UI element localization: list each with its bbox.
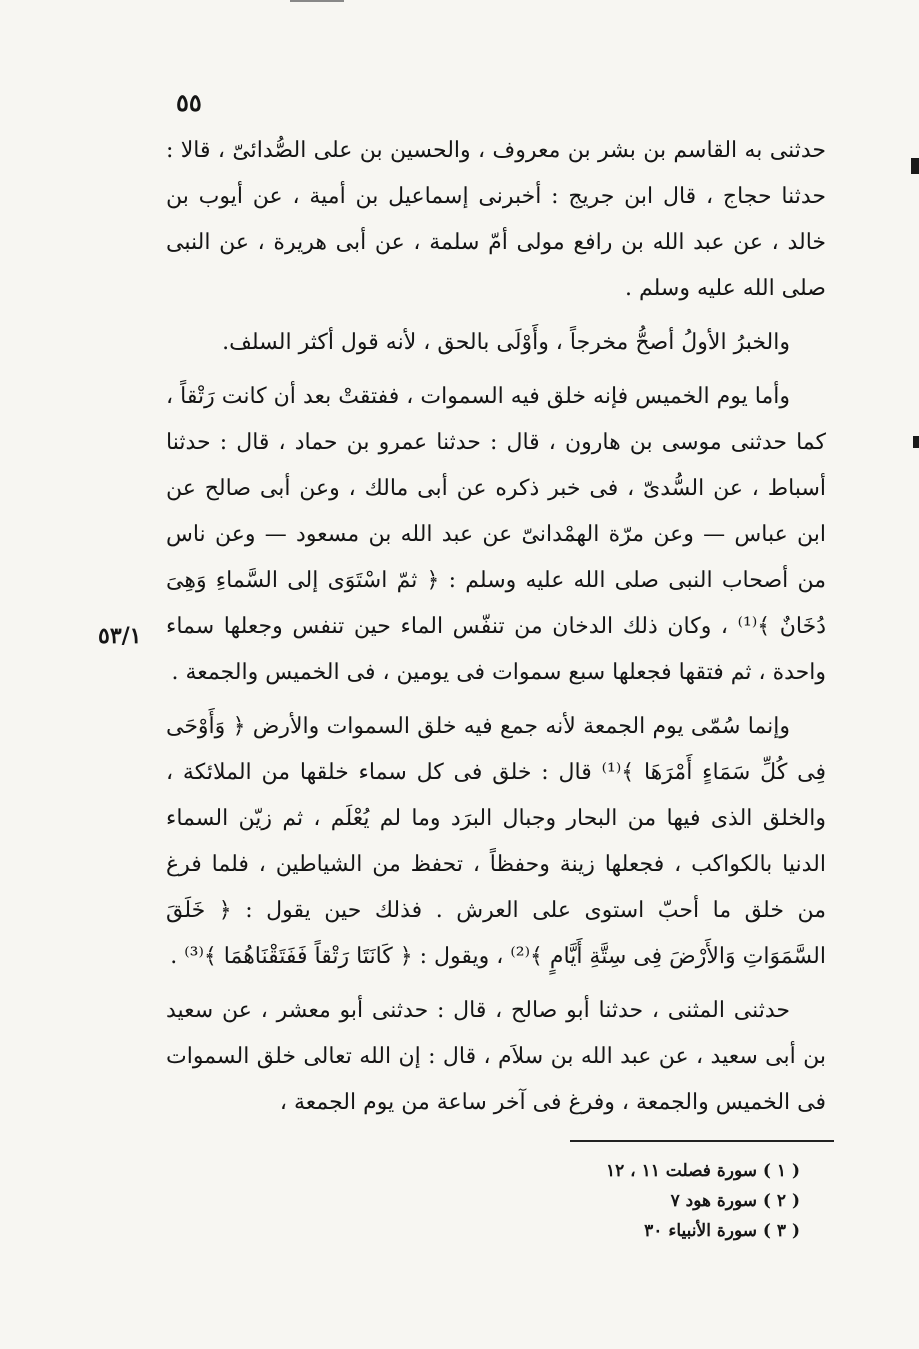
footnote: ( ٢ ) سورة هود ٧	[670, 1191, 800, 1211]
paragraph: وأما يوم الخميس فإنه خلق فيه السموات ، ففتقتْ بعد أن كانت رَتْقاً ، كما حدثنى موسى بن هارون ، قال : حدثنا عمرو بن حماد ، قال : حدثنا أسباط ، عن السُّدىّ ، فى خبر ذكره عن أبى مالك ، وعن أبى صالح عن ابن عباس — وعن مرّة الهمْدانىّ عن عبد الله بن مسعود — وعن ناس من أصحاب النبى صلى الله عليه وسلم : ﴿ ثمّ اسْتَوَى إلى السَّماءِ وَهِىَ دُخَانٌ ﴾⁽¹⁾ ، وكان ذلك الدخان من تنفّس الماء حين تنفس وجعلها سماء واحدة ، ثم فتقها فجعلها سبع سموات فى يومين ، فى الخميس والجمعة .	[166, 384, 827, 685]
edge-mark	[911, 158, 919, 174]
paragraph: حدثنى المثنى ، حدثنا أبو صالح ، قال : حدثنى أبو معشر ، عن سعيد بن أبى سعيد ، عن عبد الله بن سلاَم ، قال : إن الله تعالى خلق السموات فى الخميس والجمعة ، وفرغ فى آخر ساعة من يوم الجمعة ،	[166, 998, 826, 1115]
footnote: ( ٣ ) سورة الأنبياء ٣٠	[644, 1221, 800, 1241]
paragraph: والخبرُ الأولُ أصحُّ مخرجاً ، وأَوْلَى بالحق ، لأنه قول أكثر السلف.	[222, 330, 790, 355]
page-number: ٥٥	[176, 88, 202, 117]
footnote: ( ١ ) سورة فصلت ١١ ، ١٢	[605, 1161, 800, 1181]
footnotes	[560, 1156, 800, 1246]
main-text	[166, 128, 826, 1126]
footnote-rule	[570, 1140, 834, 1142]
paragraph: وإنما سُمّى يوم الجمعة لأنه جمع فيه خلق السموات والأرض ﴿ وَأَوْحَى فِى كُلِّ سَمَاءٍ أَمْرَهَا ﴾⁽¹⁾ قال : خلق فى كل سماء خلقها من الملائكة ، والخلق الذى فيها من البحار وجبال البرَد وما لم يُعْلَم ، ثم زيّن السماء الدنيا بالكواكب ، فجعلها زينة وحفظاً ، تحفظ من الشياطين ، فلما فرغ من خلق ما أحبّ استوى على العرش . فذلك حين يقول : ﴿ خَلَقَ السَّمَوَاتِ وَالأَرْضَ فِى سِتَّةِ أَيَّامٍ ﴾⁽²⁾ ، ويقول : ﴿ كَانَتَا رَتْقاً فَفَتَقْنَاهُمَا ﴾⁽³⁾ .	[166, 714, 827, 969]
paragraph: حدثنى به القاسم بن بشر بن معروف ، والحسين بن على الصُّدائىّ ، قالا : حدثنا حجاج ، قال ابن جريج : أخبرنى إسماعيل بن أمية ، عن أيوب بن خالد ، عن عبد الله بن رافع مولى أمّ سلمة ، عن أبى هريرة ، عن النبى صلى الله عليه وسلم .	[166, 138, 826, 301]
edge-mark	[913, 436, 919, 448]
top-rule	[290, 0, 344, 2]
margin-reference: ٥٣/١	[98, 623, 142, 649]
